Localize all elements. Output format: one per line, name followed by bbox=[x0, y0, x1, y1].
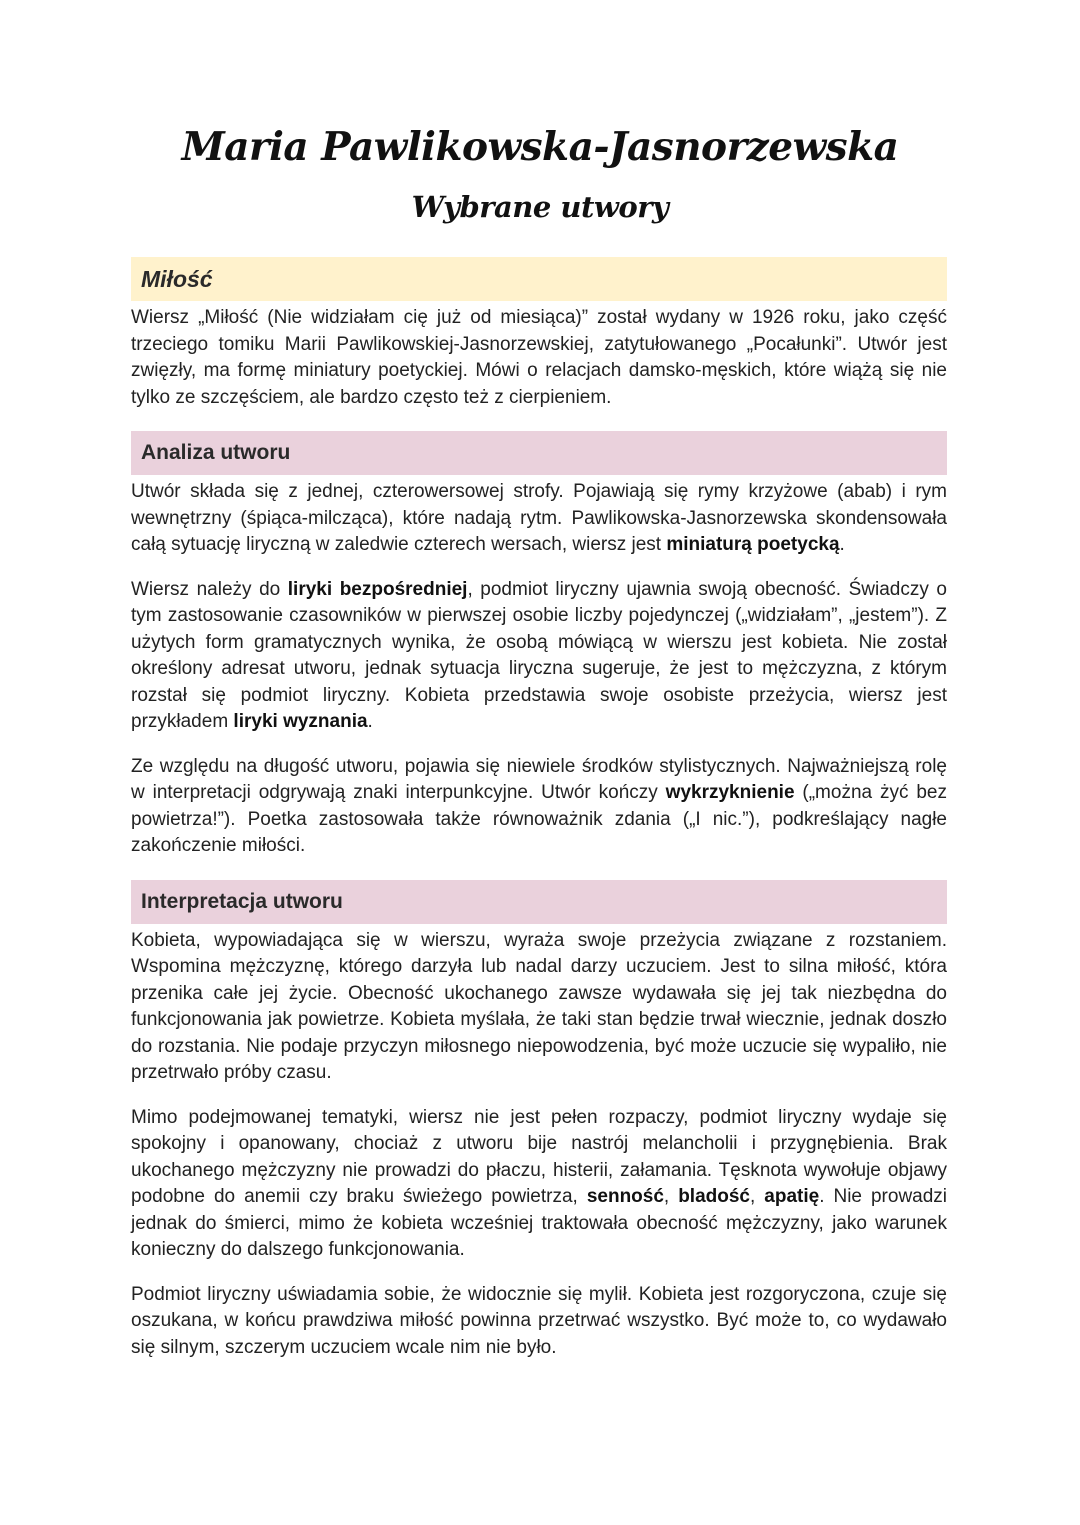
paragraph: Wiersz należy do liryki bezpośredniej, podmiot liryczny ujawnia swoją obecność. Świadczy o tym zastosowanie czasowników w pierwszej osobie liczby pojedynczej („widziałam”, „jestem”). Z użytych form gramatycznych wynika, że osobą mówiącą w wierszu jest kobieta. Nie został określony adresat utworu, jednak sytuacja liryczna sugeruje, że jest to mężczyzna, z którym rozstał się podmiot liryczny. Kobieta przedstawia swoje osobiste przeżycia, wiersz jest przykładem liryki wyznania. bbox=[131, 578, 947, 732]
section-body-interpretacja bbox=[131, 928, 947, 1362]
bold-term: senność bbox=[586, 1186, 664, 1207]
section-heading-milosc: Miłość bbox=[131, 257, 947, 301]
paragraph: Kobieta, wypowiadająca się w wierszu, wyraża swoje przeżycia związane z rozstaniem. Wspomina mężczyznę, którego darzyła lub nadal darzy uczuciem. Jest to silna miłość, która przenika całe jej życie. Obecność ukochanego zawsze wydawała się jej tak niezbędna do funkcjonowania jak powietrze. Kobieta myślała, że taki stan będzie trwał wiecznie, jednak doszło do rozstania. Nie podaje przyczyn miłosnego niepowodzenia, być może uczucie się wypaliło, nie przetrwało próby czasu. bbox=[131, 929, 947, 1083]
bold-term: miniaturą poetycką bbox=[666, 534, 840, 555]
paragraph: Wiersz „Miłość (Nie widziałam cię już od miesiąca)” został wydany w 1926 roku, jako część trzeciego tomiku Marii Pawlikowskiej-Jasnorzewskiej, zatytułowanego „Pocałunki”. Utwór jest zwięzły, ma formę miniatury poetyckiej. Mówi o relacjach damsko-męskich, które wiążą się nie tylko ze szczęściem, ale bardzo często też z cierpieniem. bbox=[131, 307, 947, 408]
section-body-milosc bbox=[131, 305, 947, 411]
page-subtitle: Wybrane utwory bbox=[411, 190, 669, 224]
bold-term: liryki wyznania bbox=[233, 711, 368, 732]
paragraph: Mimo podejmowanej tematyki, wiersz nie jest pełen rozpaczy, podmiot liryczny wydaje się spokojny i opanowany, chociaż z utworu bije nastrój melancholii i przygnębienia. Brak ukochanego mężczyzny nie prowadzi do płaczu, histerii, załamania. Tęsknota wywołuje objawy podobne do anemii czy braku świeżego powietrza, senność, bladość, apatię. Nie prowadzi jednak do śmierci, mimo że kobieta wcześniej traktowała obecność mężczyzny, jako warunek konieczny do dalszego funkcjonowania. bbox=[131, 1106, 948, 1260]
bold-term: bladość bbox=[678, 1186, 751, 1207]
paragraph: Podmiot liryczny uświadamia sobie, że widocznie się mylił. Kobieta jest rozgoryczona, czuje się oszukana, w końcu prawdziwa miłość powinna przetrwać wszystko. Być może to, co wydawało się silnym, szczerym uczuciem wcale nim nie było. bbox=[131, 1283, 947, 1358]
bold-term: apatię bbox=[764, 1186, 820, 1207]
document-body bbox=[131, 257, 947, 1361]
bold-term: wykrzyknienie bbox=[665, 782, 795, 803]
section-heading-analiza: Analiza utworu bbox=[131, 431, 947, 475]
section-body-analiza bbox=[131, 479, 947, 860]
page-title: Maria Pawlikowska-Jasnorzewska bbox=[181, 124, 899, 170]
section-heading-interpretacja: Interpretacja utworu bbox=[131, 880, 947, 924]
bold-term: liryki bezpośredniej bbox=[287, 578, 468, 600]
paragraph: Utwór składa się z jednej, czterowersowej strofy. Pojawiają się rymy krzyżowe (abab) i rym wewnętrzny (śpiąca-milcząca), które nadają rytm. Pawlikowska-Jasnorzewska skondensowała całą sytuację liryczną w zaledwie czterech wersach, wiersz jest miniaturą poetycką. bbox=[131, 481, 947, 555]
paragraph: Ze względu na długość utworu, pojawia się niewiele środków stylistycznych. Najważniejszą rolę w interpretacji odgrywają znaki interpunkcyjne. Utwór kończy wykrzyknienie („można żyć bez powietrza!”). Poetka zastosowała także równoważnik zdania („I nic.”), podkreślający nagłe zakończenie miłości. bbox=[131, 755, 948, 856]
